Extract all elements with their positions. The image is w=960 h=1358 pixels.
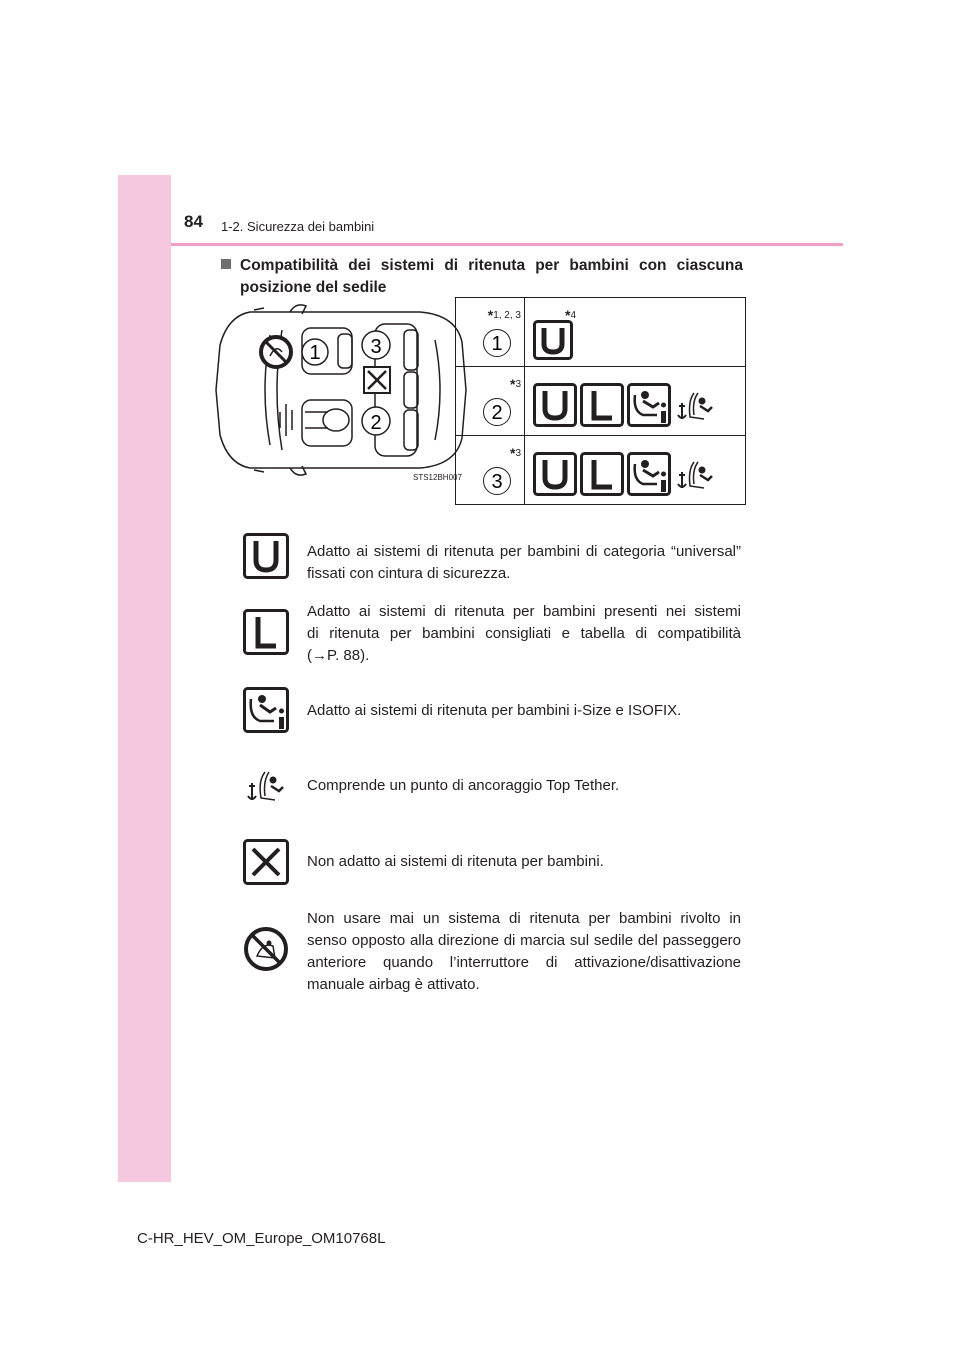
- svg-text:3: 3: [491, 471, 503, 493]
- table-row: *1, 2, 3 1 *4: [456, 298, 746, 367]
- universal-icon: [533, 452, 577, 496]
- universal-icon: [533, 320, 573, 360]
- car-seat-diagram: [210, 300, 470, 480]
- legend-not-suitable-text: Non adatto ai sistemi di ritenuta per bambini.: [307, 853, 604, 870]
- heading-line-2: posizione del sedile: [240, 279, 387, 296]
- universal-icon: [533, 383, 577, 427]
- l-category-icon: [243, 609, 289, 655]
- seat-1-icon: [482, 328, 512, 358]
- seat-3-icon: [482, 466, 512, 496]
- isize-isofix-icon: [627, 383, 671, 427]
- sidebar-tab: [118, 175, 171, 1182]
- svg-text:2: 2: [491, 402, 503, 424]
- diagram-seat-3: 3: [370, 336, 382, 358]
- legend-top-tether-text: Comprende un punto di ancoraggio Top Tether.: [307, 777, 620, 794]
- legend-isize-text: Adatto ai sistemi di ritenuta per bambini i-Size e ISOFIX.: [307, 702, 682, 719]
- top-tether-icon: [243, 765, 289, 811]
- svg-text:1: 1: [491, 333, 503, 355]
- legend-universal-text: Adatto ai sistemi di ritenuta per bambini di categoria “universal” fissati con cintura di sicurezza.: [307, 543, 741, 582]
- page-heading: [221, 255, 743, 299]
- seat-2-icon: [482, 397, 512, 427]
- document-footer: C-HR_HEV_OM_Europe_OM10768L: [137, 1230, 386, 1247]
- heading-line-1: Compatibilità dei sistemi di ritenuta per bambini con ciascuna: [240, 257, 743, 274]
- compatibility-table: [455, 297, 746, 505]
- top-tether-icon: [674, 389, 716, 427]
- l-category-icon: [580, 452, 624, 496]
- header-rule: [171, 243, 843, 246]
- footnote-ref: 4: [570, 310, 577, 321]
- table-row: *3 2: [456, 367, 746, 436]
- isize-isofix-icon: [243, 687, 289, 733]
- footnote-ref: 3: [515, 448, 521, 459]
- diagram-seat-2: 2: [370, 412, 382, 434]
- section-title: 1-2. Sicurezza dei bambini: [221, 219, 375, 234]
- footnote-ref: 3: [515, 379, 521, 390]
- no-rear-facing-icon: [243, 926, 289, 972]
- diagram-no-rear-facing-icon: [261, 337, 291, 367]
- not-suitable-icon: [243, 839, 289, 885]
- universal-icon: [243, 533, 289, 579]
- diagram-code: STS12BH007: [413, 473, 462, 482]
- legend-l-text: Adatto ai sistemi di ritenuta per bambini presenti nei sistemi di ritenuta per bambini consigliati e tabella di compatibilità (→P. 88).: [307, 603, 741, 664]
- bullet-square-icon: [221, 259, 231, 269]
- table-row: *3 3: [456, 436, 746, 505]
- diagram-seat-1: 1: [309, 342, 321, 364]
- footnote-ref: 1, 2, 3: [493, 310, 521, 321]
- l-category-icon: [580, 383, 624, 427]
- top-tether-icon: [674, 458, 716, 496]
- legend-no-rear-facing-text: Non usare mai un sistema di ritenuta per bambini rivolto in senso opposto alla direzione di marcia sul sedile del passeggero anteriore quando l’interruttore di attivazione/disattivazione manuale airbag è attivato.: [307, 910, 741, 993]
- page-number: 84: [184, 212, 203, 231]
- isize-isofix-icon: [627, 452, 671, 496]
